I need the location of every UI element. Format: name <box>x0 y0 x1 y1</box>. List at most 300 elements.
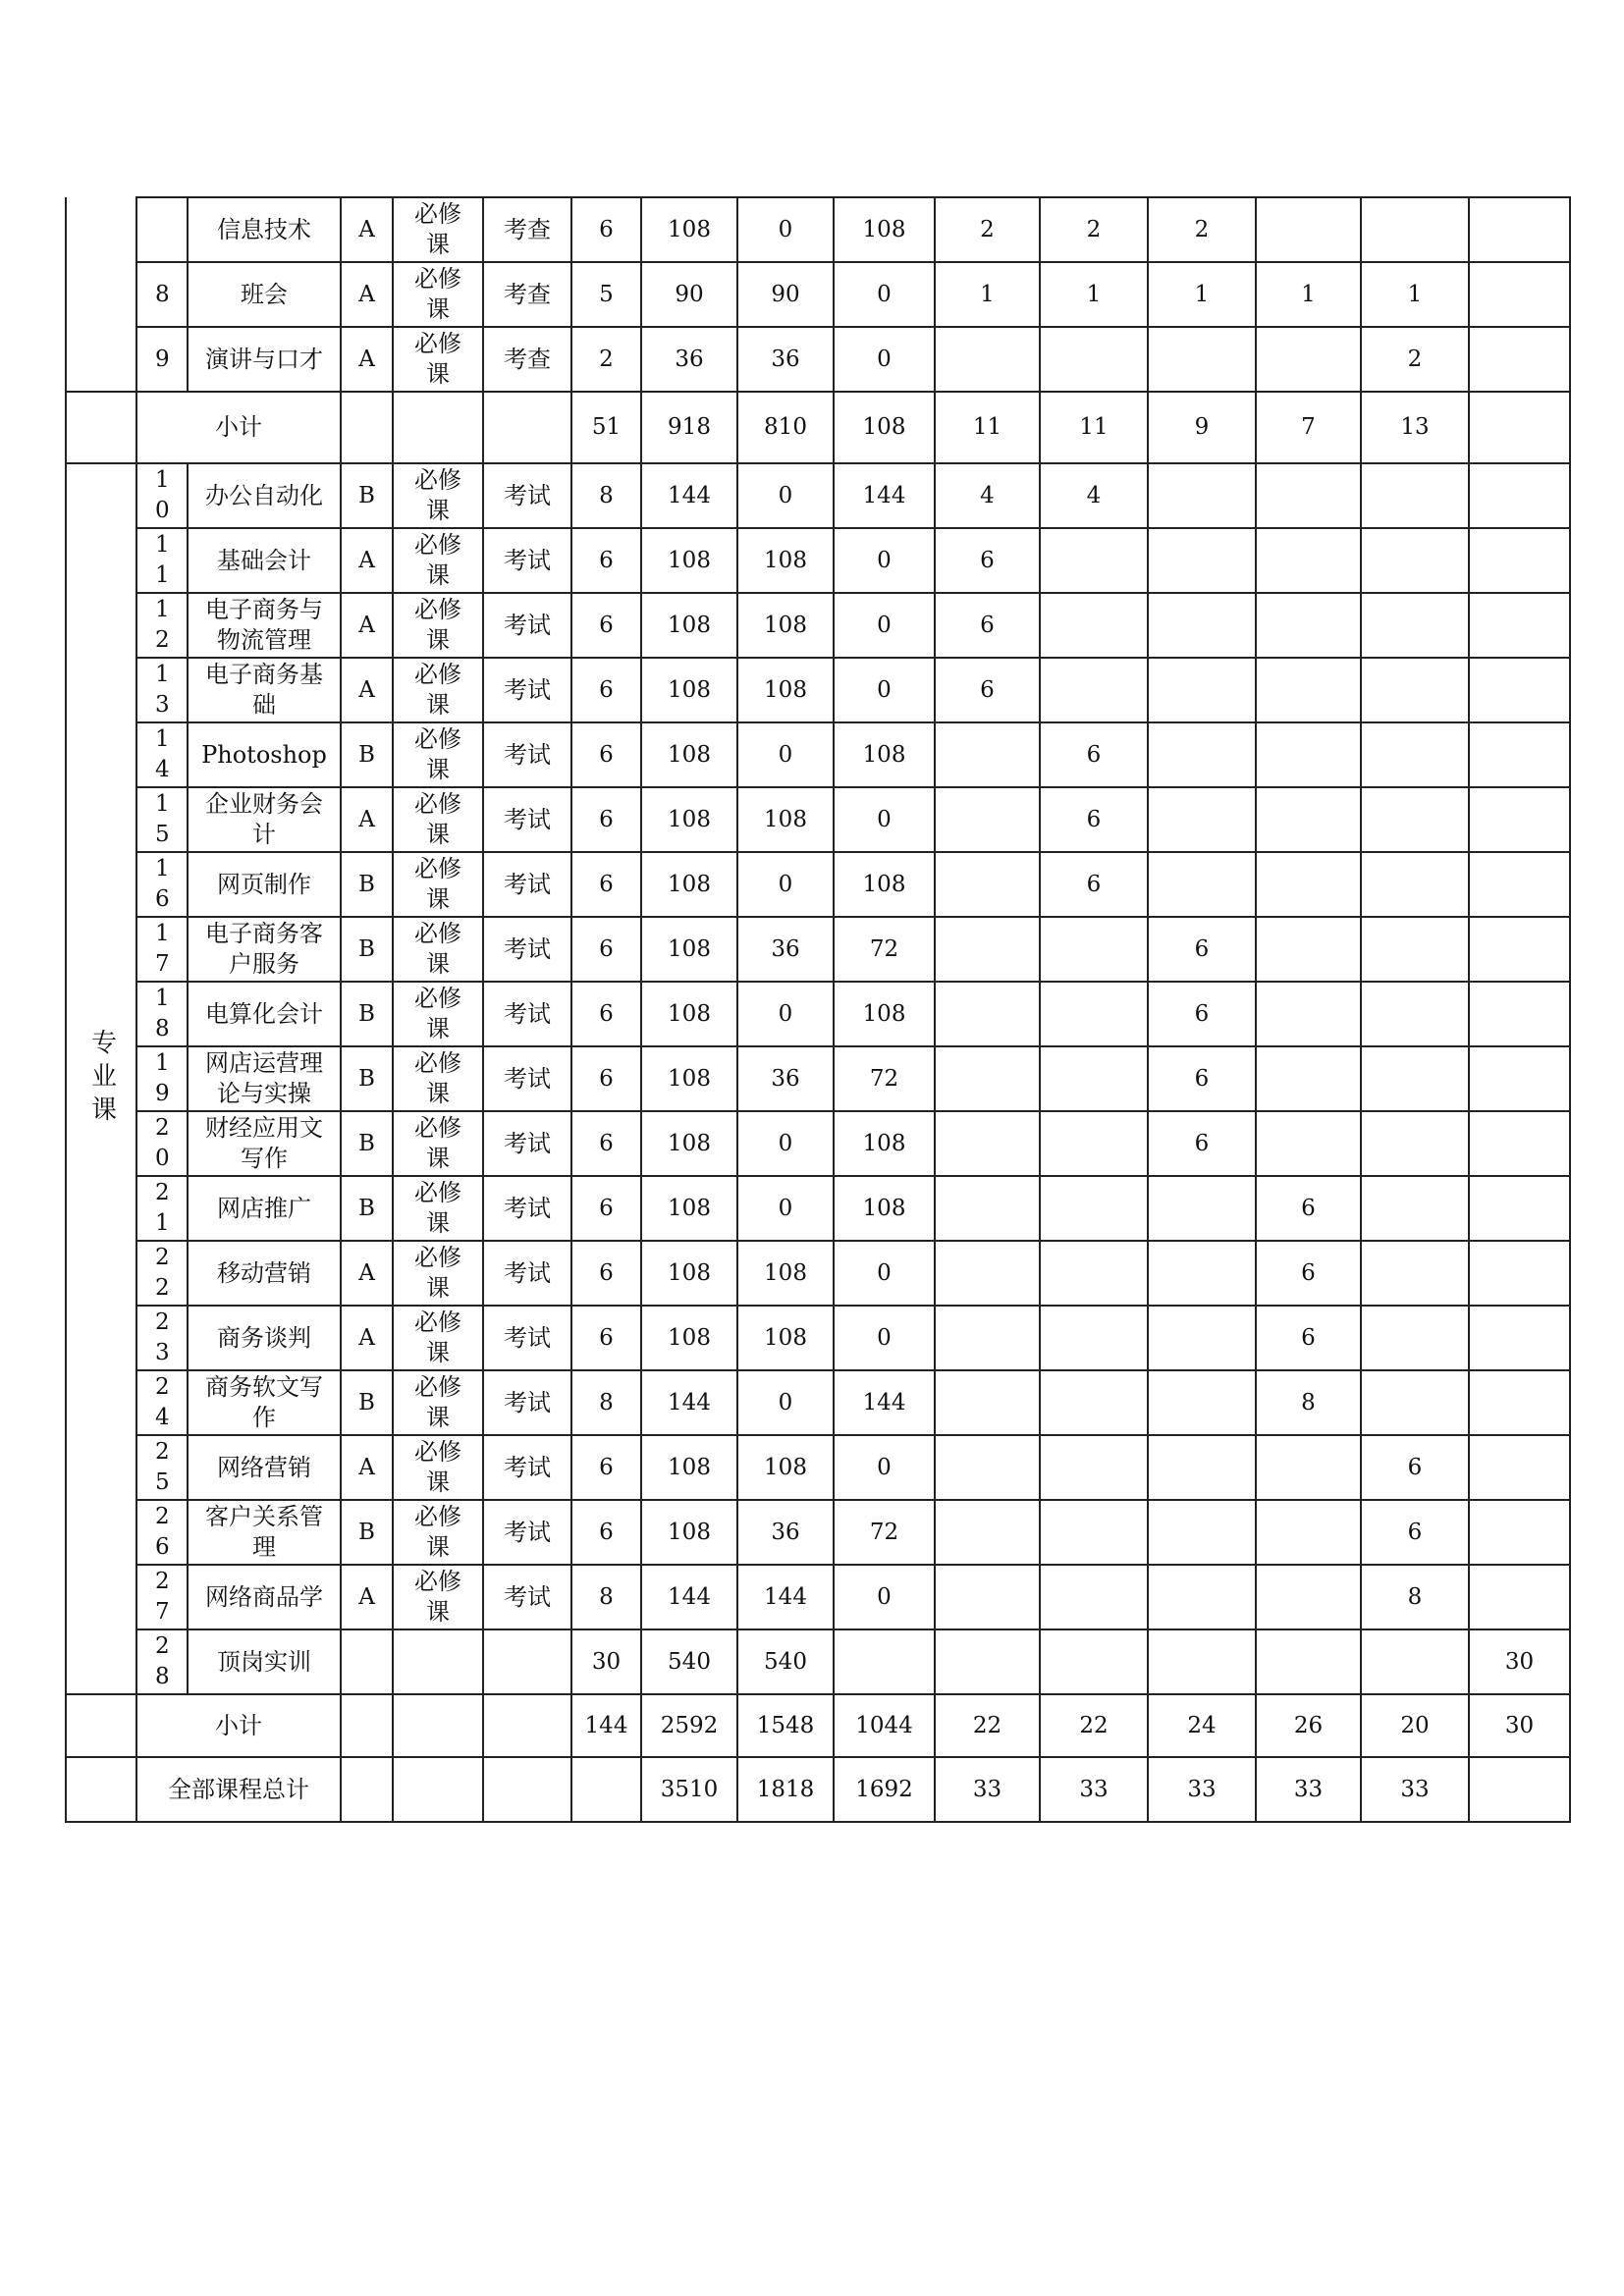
assessment-cell: 考试 <box>483 1306 571 1370</box>
table-row <box>66 1306 1570 1370</box>
s6-cell <box>1469 1500 1570 1565</box>
course-index-cell <box>136 463 188 528</box>
course-name-cell <box>188 1629 341 1694</box>
category-cell <box>66 1757 136 1822</box>
course-nature: 必修课 <box>414 330 461 388</box>
s5-cell: 20 <box>1361 1694 1469 1757</box>
s3-cell <box>1148 1500 1256 1565</box>
s5-cell: 6 <box>1361 1500 1469 1565</box>
s6-cell <box>1469 1046 1570 1111</box>
total-hours-cell: 108 <box>641 722 737 787</box>
s5-cell <box>1361 1111 1469 1176</box>
course-nature: 必修课 <box>414 855 461 913</box>
course-nature-cell <box>393 1306 483 1370</box>
course-index: 17 <box>155 921 170 977</box>
s4-cell: 1 <box>1256 262 1361 327</box>
assessment-cell: 考试 <box>483 1176 571 1241</box>
curriculum-sheet <box>65 196 1569 1823</box>
theory-hours-cell: 810 <box>737 392 834 463</box>
course-index: 21 <box>155 1180 170 1236</box>
course-type-cell: B <box>341 722 393 787</box>
s3-cell: 6 <box>1148 1111 1256 1176</box>
course-nature: 必修课 <box>414 265 461 323</box>
course-index: 22 <box>155 1245 170 1301</box>
course-name: 财经应用文写作 <box>205 1114 323 1172</box>
course-nature-cell <box>393 1435 483 1500</box>
course-nature-cell <box>393 722 483 787</box>
s3-cell <box>1148 1241 1256 1306</box>
course-type-cell: B <box>341 852 393 917</box>
s5-cell: 33 <box>1361 1757 1469 1822</box>
s2-cell: 33 <box>1040 1757 1148 1822</box>
s2-cell <box>1040 1500 1148 1565</box>
course-index: 9 <box>155 346 170 372</box>
s1-cell: 4 <box>935 463 1040 528</box>
theory-hours-cell: 108 <box>737 658 834 722</box>
total-hours-cell: 108 <box>641 197 737 262</box>
s4-cell <box>1256 852 1361 917</box>
course-name-cell <box>188 197 341 262</box>
s2-cell <box>1040 1565 1148 1629</box>
total-hours-cell: 144 <box>641 1565 737 1629</box>
course-index: 16 <box>155 856 170 912</box>
table-row <box>66 1500 1570 1565</box>
s1-cell <box>935 1306 1040 1370</box>
s2-cell: 4 <box>1040 463 1148 528</box>
s4-cell <box>1256 1111 1361 1176</box>
s3-cell: 6 <box>1148 982 1256 1046</box>
s3-cell: 6 <box>1148 917 1256 982</box>
course-name: 网页制作 <box>217 870 311 898</box>
s4-cell <box>1256 917 1361 982</box>
s4-cell <box>1256 1500 1361 1565</box>
table-row <box>66 917 1570 982</box>
course-name-cell <box>188 1500 341 1565</box>
practice-hours-cell: 108 <box>834 197 935 262</box>
s2-cell <box>1040 1629 1148 1694</box>
practice-hours-cell: 0 <box>834 262 935 327</box>
practice-hours-cell: 108 <box>834 722 935 787</box>
credits-cell: 6 <box>571 1111 641 1176</box>
theory-hours-cell: 90 <box>737 262 834 327</box>
s4-cell <box>1256 658 1361 722</box>
theory-hours-cell: 36 <box>737 917 834 982</box>
s2-cell: 22 <box>1040 1694 1148 1757</box>
s5-cell <box>1361 1629 1469 1694</box>
course-name-cell <box>188 1565 341 1629</box>
practice-hours-cell: 0 <box>834 327 935 392</box>
s6-cell <box>1469 528 1570 593</box>
s2-cell <box>1040 593 1148 658</box>
practice-hours-cell: 144 <box>834 463 935 528</box>
s6-cell: 30 <box>1469 1694 1570 1757</box>
course-name: 办公自动化 <box>205 481 323 509</box>
course-name: 班会 <box>241 280 288 308</box>
assessment-cell: 考试 <box>483 852 571 917</box>
s1-cell: 22 <box>935 1694 1040 1757</box>
course-schedule-table <box>65 196 1571 1823</box>
s3-cell: 2 <box>1148 197 1256 262</box>
theory-hours-cell: 0 <box>737 852 834 917</box>
course-name: 电子商务基础 <box>205 661 323 719</box>
course-nature-cell <box>393 528 483 593</box>
credits-cell: 6 <box>571 1176 641 1241</box>
table-body <box>66 197 1570 1822</box>
credits-cell <box>571 1757 641 1822</box>
nature-cell <box>393 1757 483 1822</box>
theory-hours-cell: 540 <box>737 1629 834 1694</box>
assessment-cell: 考试 <box>483 658 571 722</box>
course-name: 信息技术 <box>217 215 311 243</box>
theory-hours-cell: 0 <box>737 982 834 1046</box>
course-type-cell: A <box>341 658 393 722</box>
course-name-cell <box>188 852 341 917</box>
s2-cell: 11 <box>1040 392 1148 463</box>
credits-cell: 6 <box>571 528 641 593</box>
s4-cell <box>1256 1046 1361 1111</box>
course-index-cell <box>136 1435 188 1500</box>
course-nature: 必修课 <box>414 661 461 719</box>
s5-cell: 8 <box>1361 1565 1469 1629</box>
s4-cell <box>1256 528 1361 593</box>
s5-cell <box>1361 1306 1469 1370</box>
assessment-cell: 考试 <box>483 1111 571 1176</box>
s4-cell <box>1256 1435 1361 1500</box>
assessment-cell: 考试 <box>483 593 571 658</box>
course-nature-cell <box>393 593 483 658</box>
s1-cell <box>935 1500 1040 1565</box>
s6-cell <box>1469 1435 1570 1500</box>
course-type-cell: A <box>341 1241 393 1306</box>
course-nature: 必修课 <box>414 531 461 589</box>
table-row <box>66 327 1570 392</box>
course-nature: 必修课 <box>414 790 461 848</box>
s2-cell <box>1040 528 1148 593</box>
practice-hours-cell: 144 <box>834 1370 935 1435</box>
assessment-cell: 考查 <box>483 327 571 392</box>
table-row <box>66 528 1570 593</box>
course-name: 电子商务与物流管理 <box>205 596 323 654</box>
credits-cell: 6 <box>571 1500 641 1565</box>
s4-cell <box>1256 197 1361 262</box>
theory-hours-cell: 108 <box>737 1306 834 1370</box>
summary-label: 全部课程总计 <box>136 1757 341 1822</box>
course-name-cell <box>188 1435 341 1500</box>
s1-cell <box>935 327 1040 392</box>
course-name-cell <box>188 1241 341 1306</box>
s3-cell: 9 <box>1148 392 1256 463</box>
credits-cell: 30 <box>571 1629 641 1694</box>
course-name-cell <box>188 982 341 1046</box>
s5-cell: 2 <box>1361 327 1469 392</box>
s2-cell <box>1040 327 1148 392</box>
s5-cell <box>1361 197 1469 262</box>
course-nature-cell <box>393 917 483 982</box>
course-index-cell <box>136 327 188 392</box>
course-type-cell: A <box>341 528 393 593</box>
s1-cell <box>935 982 1040 1046</box>
s6-cell <box>1469 593 1570 658</box>
s3-cell <box>1148 658 1256 722</box>
course-nature-cell <box>393 463 483 528</box>
s2-cell <box>1040 1241 1148 1306</box>
total-hours-cell: 108 <box>641 1241 737 1306</box>
course-index: 20 <box>155 1115 170 1171</box>
s1-cell <box>935 1176 1040 1241</box>
total-hours-cell: 918 <box>641 392 737 463</box>
course-index: 24 <box>155 1374 170 1430</box>
s2-cell <box>1040 1176 1148 1241</box>
theory-hours-cell: 1818 <box>737 1757 834 1822</box>
course-type-cell: A <box>341 1306 393 1370</box>
s3-cell: 6 <box>1148 1046 1256 1111</box>
theory-hours-cell: 108 <box>737 593 834 658</box>
s4-cell <box>1256 1629 1361 1694</box>
s1-cell: 33 <box>935 1757 1040 1822</box>
course-index-cell <box>136 1241 188 1306</box>
assessment-cell <box>483 1757 571 1822</box>
course-name: 客户关系管理 <box>205 1503 323 1561</box>
course-index-cell <box>136 917 188 982</box>
credits-cell: 6 <box>571 982 641 1046</box>
course-nature-cell <box>393 1370 483 1435</box>
category-cell: 专业课 <box>66 463 136 1694</box>
s6-cell <box>1469 392 1570 463</box>
credits-cell: 2 <box>571 327 641 392</box>
total-hours-cell: 108 <box>641 1500 737 1565</box>
course-nature-cell <box>393 262 483 327</box>
course-nature: 必修课 <box>414 1503 461 1561</box>
s6-cell <box>1469 852 1570 917</box>
practice-hours-cell: 72 <box>834 917 935 982</box>
course-index-cell <box>136 528 188 593</box>
practice-hours-cell: 1044 <box>834 1694 935 1757</box>
theory-hours-cell: 36 <box>737 1046 834 1111</box>
theory-hours-cell: 108 <box>737 1435 834 1500</box>
practice-hours-cell: 108 <box>834 392 935 463</box>
assessment-cell: 考试 <box>483 528 571 593</box>
course-nature-cell <box>393 197 483 262</box>
course-index-cell <box>136 722 188 787</box>
table-row <box>66 463 1570 528</box>
s1-cell: 2 <box>935 197 1040 262</box>
course-index-cell <box>136 197 188 262</box>
s3-cell <box>1148 1435 1256 1500</box>
total-hours-cell: 108 <box>641 917 737 982</box>
s4-cell <box>1256 787 1361 852</box>
assessment-cell: 考试 <box>483 722 571 787</box>
credits-cell: 5 <box>571 262 641 327</box>
s2-cell <box>1040 1370 1148 1435</box>
credits-cell: 8 <box>571 463 641 528</box>
course-name: Photoshop <box>201 740 327 769</box>
course-type-cell: B <box>341 463 393 528</box>
course-nature-cell <box>393 1500 483 1565</box>
table-row <box>66 1370 1570 1435</box>
practice-hours-cell: 0 <box>834 1435 935 1500</box>
practice-hours-cell: 0 <box>834 528 935 593</box>
practice-hours-cell: 0 <box>834 1565 935 1629</box>
course-index: 26 <box>155 1504 170 1560</box>
s2-cell <box>1040 1435 1148 1500</box>
course-nature: 必修课 <box>414 920 461 978</box>
practice-hours-cell: 0 <box>834 593 935 658</box>
course-index-cell <box>136 852 188 917</box>
credits-cell: 6 <box>571 917 641 982</box>
total-hours-cell: 108 <box>641 593 737 658</box>
total-hours-cell: 36 <box>641 327 737 392</box>
s1-cell <box>935 1435 1040 1500</box>
course-index-cell <box>136 1176 188 1241</box>
s6-cell <box>1469 982 1570 1046</box>
table-row <box>66 197 1570 262</box>
s6-cell <box>1469 1370 1570 1435</box>
course-type-cell: B <box>341 1111 393 1176</box>
course-nature: 必修课 <box>414 200 461 258</box>
course-nature: 必修课 <box>414 725 461 783</box>
theory-hours-cell: 144 <box>737 1565 834 1629</box>
course-name: 顶岗实训 <box>217 1647 311 1676</box>
category-cell <box>66 1694 136 1757</box>
course-nature-cell <box>393 1111 483 1176</box>
grand-total-row <box>66 1757 1570 1822</box>
s3-cell <box>1148 1565 1256 1629</box>
table-row <box>66 1111 1570 1176</box>
table-row <box>66 1176 1570 1241</box>
nature-cell <box>393 392 483 463</box>
practice-hours-cell: 72 <box>834 1500 935 1565</box>
course-nature-cell <box>393 1629 483 1694</box>
course-name: 基础会计 <box>217 546 311 574</box>
course-type-cell: B <box>341 917 393 982</box>
s4-cell <box>1256 1565 1361 1629</box>
theory-hours-cell: 36 <box>737 327 834 392</box>
practice-hours-cell <box>834 1629 935 1694</box>
s2-cell: 1 <box>1040 262 1148 327</box>
course-name: 移动营销 <box>217 1258 311 1287</box>
s5-cell <box>1361 787 1469 852</box>
course-nature: 必修课 <box>414 1308 461 1366</box>
s5-cell <box>1361 852 1469 917</box>
course-name: 商务谈判 <box>217 1323 311 1352</box>
s2-cell <box>1040 1046 1148 1111</box>
course-nature: 必修课 <box>414 596 461 654</box>
table-row <box>66 262 1570 327</box>
theory-hours-cell: 0 <box>737 1176 834 1241</box>
course-name-cell <box>188 787 341 852</box>
course-name-cell <box>188 658 341 722</box>
course-name-cell <box>188 1046 341 1111</box>
course-index: 27 <box>155 1569 170 1625</box>
s2-cell <box>1040 1111 1148 1176</box>
practice-hours-cell: 108 <box>834 852 935 917</box>
s6-cell <box>1469 1757 1570 1822</box>
s3-cell <box>1148 593 1256 658</box>
category-cell <box>66 197 136 392</box>
credits-cell: 8 <box>571 1565 641 1629</box>
s4-cell: 7 <box>1256 392 1361 463</box>
assessment-cell <box>483 1694 571 1757</box>
course-index-cell <box>136 658 188 722</box>
theory-hours-cell: 36 <box>737 1500 834 1565</box>
assessment-cell: 考查 <box>483 262 571 327</box>
s4-cell <box>1256 463 1361 528</box>
credits-cell: 6 <box>571 1435 641 1500</box>
assessment-cell: 考试 <box>483 1370 571 1435</box>
assessment-cell <box>483 1629 571 1694</box>
course-name-cell <box>188 262 341 327</box>
s6-cell <box>1469 658 1570 722</box>
course-name: 网店运营理论与实操 <box>205 1049 323 1107</box>
course-nature: 必修课 <box>414 1179 461 1237</box>
course-type-cell: A <box>341 262 393 327</box>
table-row <box>66 852 1570 917</box>
course-name: 企业财务会计 <box>205 790 323 848</box>
s6-cell: 30 <box>1469 1629 1570 1694</box>
practice-hours-cell: 0 <box>834 1306 935 1370</box>
s4-cell: 6 <box>1256 1306 1361 1370</box>
course-nature-cell <box>393 982 483 1046</box>
s1-cell <box>935 1046 1040 1111</box>
course-index: 8 <box>155 281 170 307</box>
course-nature: 必修课 <box>414 1568 461 1626</box>
course-nature-cell <box>393 658 483 722</box>
s5-cell <box>1361 658 1469 722</box>
s3-cell: 1 <box>1148 262 1256 327</box>
credits-cell: 8 <box>571 1370 641 1435</box>
s3-cell <box>1148 528 1256 593</box>
s6-cell <box>1469 722 1570 787</box>
s4-cell <box>1256 327 1361 392</box>
theory-hours-cell: 1548 <box>737 1694 834 1757</box>
course-nature-cell <box>393 1176 483 1241</box>
s5-cell <box>1361 1370 1469 1435</box>
total-hours-cell: 108 <box>641 528 737 593</box>
s5-cell <box>1361 1176 1469 1241</box>
s6-cell <box>1469 463 1570 528</box>
course-name: 网店推广 <box>217 1194 311 1222</box>
course-name-cell <box>188 1306 341 1370</box>
theory-hours-cell: 0 <box>737 197 834 262</box>
s6-cell <box>1469 1176 1570 1241</box>
course-nature-cell <box>393 1241 483 1306</box>
s5-cell <box>1361 1046 1469 1111</box>
course-index: 23 <box>155 1309 170 1365</box>
credits-cell: 6 <box>571 852 641 917</box>
course-name-cell <box>188 1176 341 1241</box>
credits-cell: 6 <box>571 1306 641 1370</box>
assessment-cell: 考试 <box>483 917 571 982</box>
course-index-cell <box>136 262 188 327</box>
s6-cell <box>1469 327 1570 392</box>
s5-cell <box>1361 722 1469 787</box>
course-name: 商务软文写作 <box>205 1373 323 1431</box>
s3-cell <box>1148 1176 1256 1241</box>
practice-hours-cell: 0 <box>834 658 935 722</box>
assessment-cell: 考查 <box>483 197 571 262</box>
table-row <box>66 787 1570 852</box>
course-nature-cell <box>393 1565 483 1629</box>
course-nature-cell <box>393 1046 483 1111</box>
course-type-cell: B <box>341 1046 393 1111</box>
type-cell <box>341 392 393 463</box>
s3-cell <box>1148 852 1256 917</box>
practice-hours-cell: 108 <box>834 1176 935 1241</box>
theory-hours-cell: 108 <box>737 787 834 852</box>
table-row <box>66 658 1570 722</box>
total-hours-cell: 108 <box>641 982 737 1046</box>
s6-cell <box>1469 1111 1570 1176</box>
